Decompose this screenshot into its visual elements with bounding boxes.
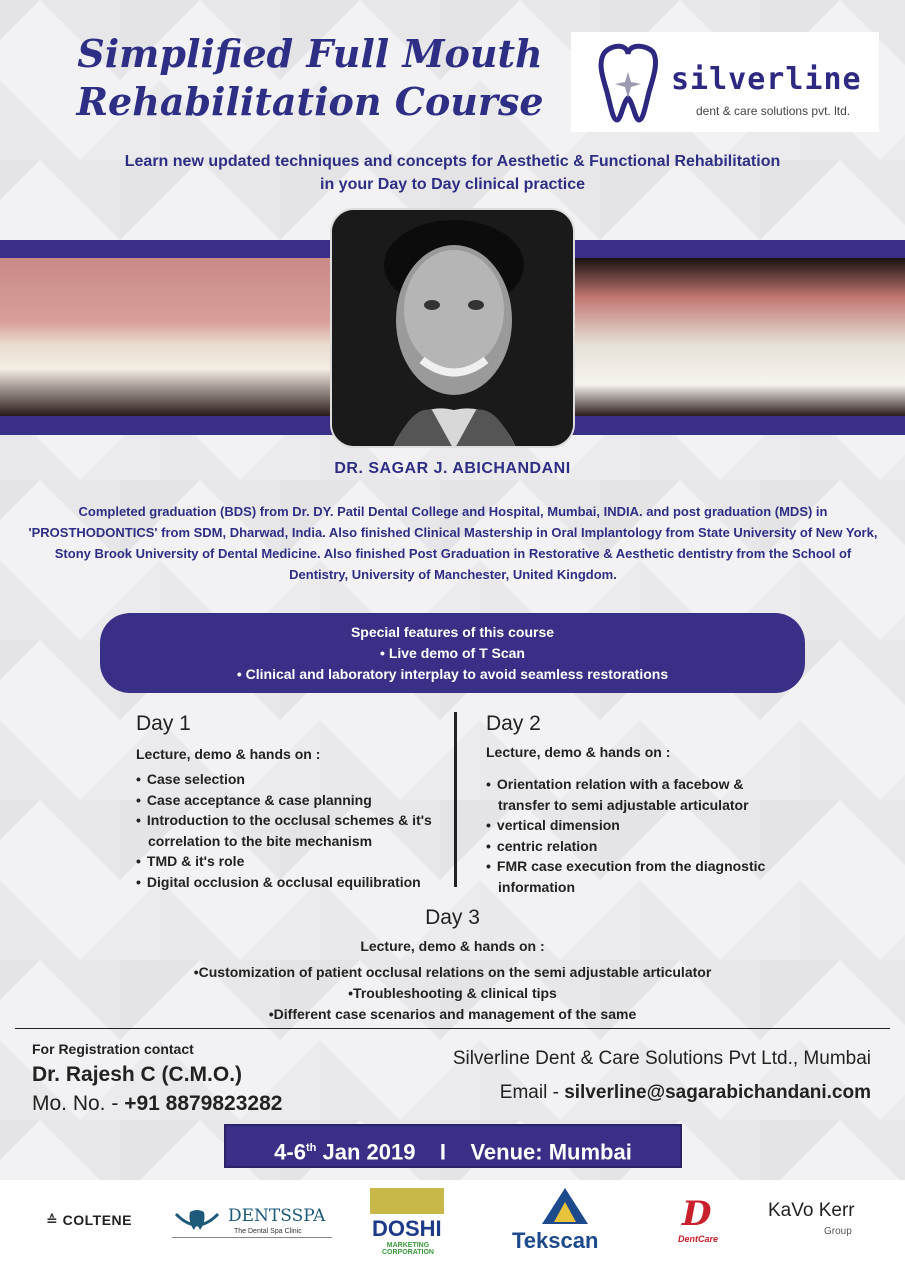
doctor-bio: Completed graduation (BDS) from Dr. DY. Patil Dental College and Hospital, Mumbai, INDIA. and post graduation (MDS) in 'PROSTHODONTICS' from SDM, Dharwad, India. Also finished Clinical Mastership in Oral Implantology from State University of New York, Stony Brook University of Dental Medicine. Also finished Post Graduation in Restorative & Aesthetic dentistry from the School of Dentistry, University of Manchester, United Kingdom. — [28, 504, 878, 582]
event-date-rest: Jan 2019 — [316, 1139, 416, 1165]
sponsor-tekscan-name: Tekscan — [512, 1228, 599, 1253]
day3-list — [0, 962, 905, 1025]
list-item: • TMD & it's role — [136, 851, 446, 872]
before-teeth-photo — [0, 258, 338, 416]
sponsor-kavo-tag: Group — [824, 1226, 852, 1237]
list-item: • Troubleshooting & clinical tips — [0, 983, 905, 1004]
dentcare-d-icon: D — [682, 1194, 712, 1234]
title-line-2: Rehabilitation Course — [76, 79, 544, 124]
registration-label: For Registration contact — [32, 1041, 194, 1057]
company-name: Silverline Dent & Care Solutions Pvt Ltd., Mumbai — [452, 1048, 871, 1069]
feature-item: • Clinical and laboratory interplay to avoid seamless restorations — [236, 666, 669, 682]
tooth-icon — [593, 42, 663, 124]
day2-subtitle: Lecture, demo & hands on : — [486, 744, 671, 760]
list-item: • Case selection — [136, 769, 446, 790]
title-line-1: Simplified Full Mouth — [77, 31, 543, 76]
registration-phone — [32, 1092, 282, 1116]
section-divider — [15, 1028, 890, 1029]
day2-list — [486, 774, 786, 897]
event-venue: Venue: Mumbai — [470, 1139, 632, 1165]
doshi-logo-block-icon — [370, 1188, 444, 1214]
sponsor-coltene-name: COLTENE — [62, 1212, 132, 1228]
feature-item-text: Clinical and laboratory interplay to avoid seamless restorations — [245, 666, 669, 682]
logo-name: silverline — [671, 62, 862, 97]
email-address[interactable]: silverline@sagarabichandani.com — [564, 1082, 871, 1103]
day1-list — [136, 769, 446, 892]
event-date-suffix: th — [305, 1142, 317, 1154]
sponsor-doshi — [362, 1188, 452, 1254]
list-item: • centric relation — [486, 836, 786, 857]
sponsor-dentsspa-name: DENTSSPA — [228, 1206, 326, 1226]
subtitle-line-2: in your Day to Day clinical practice — [320, 176, 585, 193]
list-item: • Case acceptance & case planning — [136, 790, 446, 811]
feature-item: • Live demo of T Scan — [380, 645, 525, 661]
list-item: • Orientation relation with a facebow & transfer to semi adjustable articulator — [486, 774, 786, 815]
tekscan-triangle-icon — [540, 1186, 590, 1226]
list-item: • FMR case execution from the diagnostic information — [486, 856, 786, 897]
sponsor-kavo-name: KaVo Kerr — [768, 1200, 855, 1221]
features-heading: Special features of this course — [350, 624, 555, 640]
event-date: 4-6 — [274, 1139, 306, 1165]
sponsor-dentsspa-tag: The Dental Spa Clinic — [234, 1228, 302, 1235]
event-date-venue-bar — [224, 1124, 682, 1168]
sponsor-tekscan — [512, 1186, 622, 1256]
list-item: • Introduction to the occlusal schemes & it's correlation to the bite mechanism — [136, 810, 446, 851]
sponsor-kavo-kerr — [768, 1200, 868, 1240]
separator: I — [439, 1139, 447, 1165]
course-title — [40, 30, 580, 126]
feature-item-text: Live demo of T Scan — [388, 645, 525, 661]
doctor-portrait — [330, 208, 575, 448]
list-item: • Customization of patient occlusal relations on the semi adjustable articulator — [0, 962, 905, 983]
sponsor-dentcare — [676, 1194, 736, 1254]
day1-title: Day 1 — [136, 712, 191, 735]
contact-email — [500, 1082, 871, 1104]
registration-contact-name: Dr. Rajesh C (C.M.O.) — [32, 1063, 243, 1086]
sponsor-dentsspa — [172, 1206, 332, 1238]
course-subtitle — [20, 150, 885, 196]
dentsspa-tooth-icon — [172, 1208, 222, 1238]
day2-title: Day 2 — [486, 712, 541, 735]
doctor-portrait-illustration — [332, 210, 575, 448]
phone-number[interactable]: +91 8879823282 — [124, 1092, 283, 1115]
list-item: • Digital occlusion & occlusal equilibration — [136, 872, 446, 893]
day1-subtitle: Lecture, demo & hands on : — [136, 746, 321, 762]
day-divider — [454, 712, 457, 887]
list-item: • Different case scenarios and management of the same — [0, 1004, 905, 1025]
list-item: • vertical dimension — [486, 815, 786, 836]
sponsor-doshi-tag: MARKETING CORPORATION — [382, 1242, 434, 1256]
sponsor-coltene — [46, 1212, 132, 1229]
day3-title: Day 3 — [425, 906, 480, 929]
email-label: Email - — [499, 1082, 565, 1103]
subtitle-line-1: Learn new updated techniques and concepts for Aesthetic & Functional Rehabilitation — [124, 153, 781, 170]
sponsor-strip — [0, 1180, 905, 1280]
sponsor-dentcare-name: DentCare — [678, 1234, 719, 1244]
day3-subtitle: Lecture, demo & hands on : — [360, 938, 545, 954]
special-features-box — [100, 613, 805, 693]
logo-tagline: dent & care solutions pvt. ltd. — [696, 104, 851, 118]
doctor-name: DR. SAGAR J. ABICHANDANI — [334, 460, 571, 477]
coltene-mark-icon: ≙ — [46, 1212, 63, 1228]
sponsor-doshi-name: DOSHI — [372, 1216, 442, 1241]
after-teeth-photo — [572, 258, 905, 416]
phone-label: Mo. No. - — [32, 1092, 125, 1115]
silverline-logo — [571, 32, 879, 132]
